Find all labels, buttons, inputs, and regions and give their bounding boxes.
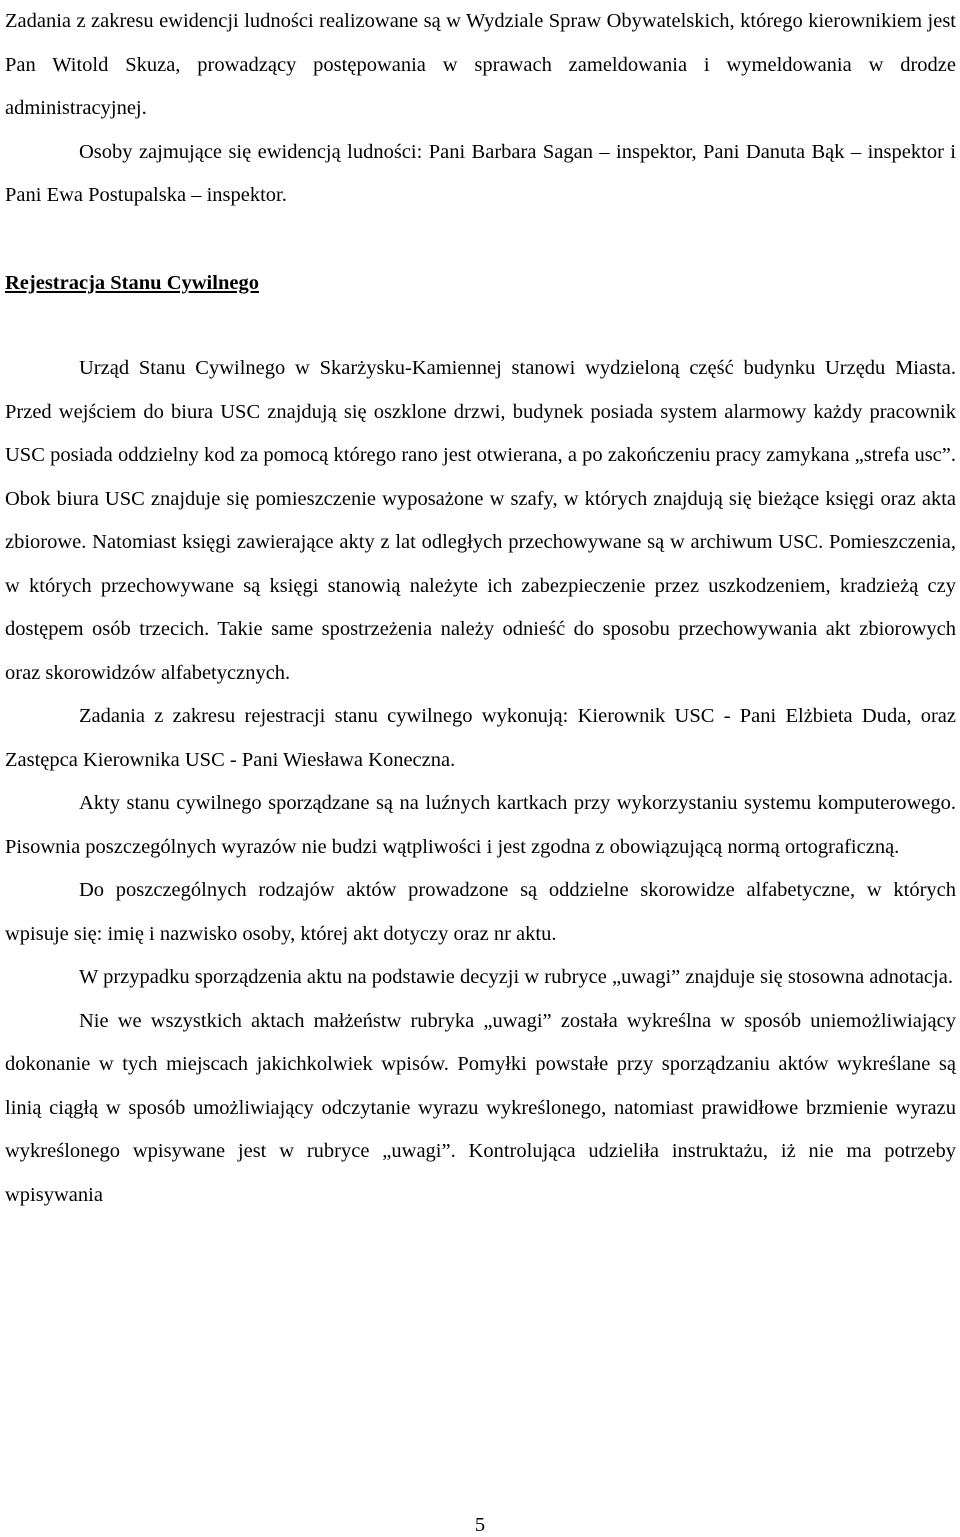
paragraph-akty-sporzadzanie: Akty stanu cywilnego sporządzane są na luźnych kartkach przy wykorzystaniu systemu komputerowego. Pisownia poszczególnych wyrazów nie budzi wątpliwości i jest zgodna z obowiązującą normą ortograficzną. bbox=[5, 792, 956, 858]
paragraph-skorowidze: Do poszczególnych rodzajów aktów prowadzone są oddzielne skorowidze alfabetyczne, w których wpisuje się: imię i nazwisko osoby, której akt dotyczy oraz nr aktu. bbox=[5, 879, 956, 945]
section-heading: Rejestracja Stanu Cywilnego bbox=[5, 271, 259, 294]
paragraph-ewidencja-osoby: Osoby zajmujące się ewidencją ludności: Pani Barbara Sagan – inspektor, Pani Danuta Bąk – inspektor i Pani Ewa Postupalska – inspektor. bbox=[5, 140, 956, 206]
paragraph-akty-malzenstw: Nie we wszystkich aktach małżeństw rubryka „uwagi” została wykreślna w sposób uniemożliwiający dokonanie w tych miejscach jakichkolwiek wpisów. Pomyłki powstałe przy sporządzaniu aktów wykreślane są linią ciągłą w sposób umożliwiający odczytanie wyrazu wykreślonego, natomiast prawidłowe brzmienie wyrazu wykreślonego wpisywane jest w rubryce „uwagi”. Kontrolująca udzieliła instruktażu, iż nie ma potrzeby wpisywania bbox=[5, 1009, 956, 1206]
paragraph-adnotacja: W przypadku sporządzenia aktu na podstawie decyzji w rubryce „uwagi” znajduje się stosowna adnotacja. bbox=[79, 966, 953, 988]
page-content bbox=[5, 0, 956, 1217]
page-number: 5 bbox=[474, 1514, 486, 1536]
paragraph-usc-opis: Urząd Stanu Cywilnego w Skarżysku-Kamiennej stanowi wydzieloną część budynku Urzędu Miasta. Przed wejściem do biura USC znajdują się oszklone drzwi, budynek posiada system alarmowy każdy pracownik USC posiada oddzielny kod za pomocą którego rano jest otwierana, a po zakończeniu pracy zamykana „strefa usc”. Obok biura USC znajduje się pomieszczenie wyposażone w szafy, w których znajdują się bieżące księgi oraz akta zbiorowe. Natomiast księgi zawierające akty z lat odległych przechowywane są w archiwum USC. Pomieszczenia, w których przechowywane są księgi stanowią należyte ich zabezpieczenie przez uszkodzeniem, kradzieżą czy dostępem osób trzecich. Takie same spostrzeżenia należy odnieść do sposobu przechowywania akt zbiorowych oraz skorowidzów alfabetycznych. bbox=[5, 357, 956, 684]
paragraph-ewidencja-zadania: Zadania z zakresu ewidencji ludności realizowane są w Wydziale Spraw Obywatelskich, którego kierownikiem jest Pan Witold Skuza, prowadzący postępowania w sprawach zameldowania i wymeldowania w drodze administracyjnej. bbox=[5, 10, 956, 119]
paragraph-usc-zadania: Zadania z zakresu rejestracji stanu cywilnego wykonują: Kierownik USC - Pani Elżbieta Duda, oraz Zastępca Kierownika USC - Pani Wiesława Koneczna. bbox=[5, 705, 956, 771]
